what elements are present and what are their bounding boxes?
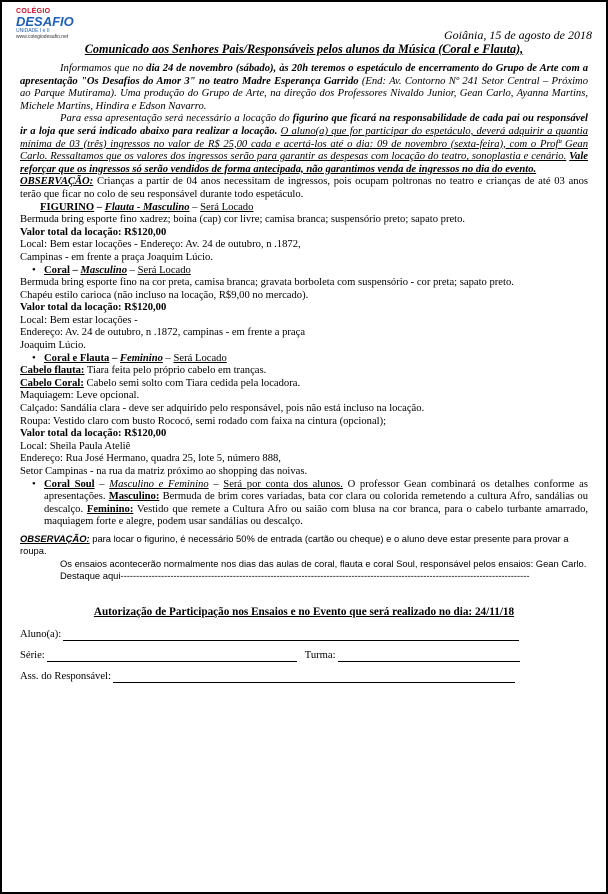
document-body (20, 42, 588, 692)
roupa: Roupa: Vestido claro com busto Rococó, semi rodado com faixa na cintura (opcional); (20, 415, 387, 427)
costume-paragraph: Para essa apresentação será necessário a locação do figurino que ficará na responsabilidade de cada pai ou responsável ir a loja que será indicado abaixo para realizar a locação. O aluno(a) que for participar do espetáculo, deverá adquirir a quantia mínima de 03 (três) ingressos no valor de R$ 25,00 cada e acertá-los até o dia: 09 de novembro (sexta-feira), com o Profª Gean Carlo. Ressaltamos que os valores dos ingressos serão para garantir as despesas com locação do teatro, sonoplastia e cenário. Vale reforçar que os ingressos só serão vendidos de forma antecipada, não garantimos venda de ingressos no dia do evento. (20, 113, 588, 175)
turma-label: Turma: (304, 649, 336, 661)
logo-main: DESAFIO (16, 14, 74, 29)
document-title: Comunicado aos Senhores Pais/Responsáveis pelos alunos da Música (Coral e Flauta), (84, 42, 524, 56)
coral-feminino-heading: • Coral e Flauta – Feminino – Será Locado (20, 353, 588, 366)
flauta-location: Local: Bem estar locações - Endereço: Av. 24 de outubro, n .1872, (20, 239, 301, 251)
cut-line: Destaque aqui----------------------------------------------------------------------------------------------------------------------------------- (60, 570, 530, 582)
coral-masculino-address: Endereço: Av. 24 de outubro, n .1872, campinas - em frente a praça (20, 327, 306, 339)
coral-masculino-description: Bermuda bring esporte fino na cor preta, camisa branca; gravata borboleta com suspensório - cor preta; sapato preto. (20, 277, 514, 289)
coral-feminino-price: Valor total da locação: R$120,00 (20, 428, 167, 440)
coral-masculino-hat: Chapéu estilo carioca (não incluso na locação, R$9,00 no mercado). (20, 289, 309, 301)
rental-observation: OBSERVAÇÃO: para locar o figurino, é necessário 50% de entrada (cartão ou cheque) e o aluno deve estar presente para provar a roupa. (20, 532, 569, 557)
maquiagem: Maquiagem: Leve opcional. (20, 390, 140, 402)
coral-feminino-setor: Setor Campinas - na rua da matriz próximo ao shopping das noivas. (20, 466, 308, 477)
flauta-price: Valor total da locação: R$120,00 (20, 226, 167, 238)
school-logo (16, 8, 74, 42)
rehearsal-note: Os ensaios acontecerão normalmente nos dias das aulas de coral, flauta e coral Soul, responsável pelos ensaios: Gean Carlo. (60, 557, 587, 569)
cabelo-coral: Cabelo Coral: Cabelo semi solto com Tiara cedida pela locadora. (20, 377, 301, 389)
authorization-title: Autorização de Participação nos Ensaios e no Evento que será realizado no dia: 24/11/18 (93, 605, 515, 618)
aluno-label: Aluno(a): (20, 628, 62, 640)
cabelo-flauta: Cabelo flauta: Tiara feita pelo próprio cabelo em tranças. (20, 365, 267, 377)
coral-feminino-location: Local: Sheila Paula Ateliê (20, 440, 131, 452)
responsavel-field[interactable] (113, 671, 515, 683)
observation-paragraph: OBSERVAÇÃO: Crianças a partir de 04 anos necessitam de ingressos, pois ocupam poltronas no teatro e crianças de até 03 anos terão que ficar no colo de seu responsável durante todo espetáculo. (20, 176, 588, 200)
responsavel-label: Ass. do Responsável: (20, 670, 111, 682)
coral-feminino-address: Endereço: Rua José Hermano, quadra 25, lote 5, número 888, (20, 453, 281, 465)
logo-site: www.colegiodesafio.net (16, 34, 69, 40)
intro-paragraph: Informamos que no dia 24 de novembro (sábado), às 20h teremos o espetáculo de encerramento do Grupo de Arte com a apresentação "Os Desafios do Amor 3" no teatro Madre Esperança Garrido (End: Av. Contorno Nº 241 Setor Central – Próximo ao Parque Mutirama). Uma produção do Grupo de Arte, na direção dos Professores Nivaldo Junior, Gean Carlo, Ayanna Martins, Michele Martins, Hindira e Edson Navarro. (20, 63, 588, 112)
calcado: Calçado: Sandália clara - deve ser adquirido pelo responsável, pois não está incluso na locação. (20, 403, 425, 415)
flauta-description: Bermuda bring esporte fino xadrez; boina (cap) cor livre; camisa branca; suspensório preto; sapato preto. (20, 214, 466, 226)
flauta-campinas: Campinas - em frente a praça Joaquim Lúcio. (20, 251, 213, 263)
coral-masculino-heading: • Coral – Masculino – Será Locado (20, 265, 588, 278)
logo-brand: COLÉGIO (16, 8, 51, 15)
coral-masculino-price: Valor total da locação: R$120,00 (20, 302, 167, 314)
coral-masculino-location: Local: Bem estar locações - (20, 314, 138, 326)
aluno-row (20, 629, 588, 641)
aluno-field[interactable] (63, 629, 519, 641)
figurino-heading: FIGURINO – Flauta - Masculino – Será Locado (40, 201, 254, 213)
responsavel-row (20, 671, 588, 683)
serie-label: Série: (20, 649, 45, 661)
turma-field[interactable] (338, 650, 520, 662)
document-date: Goiânia, 15 de agosto de 2018 (444, 28, 592, 42)
coral-soul-paragraph: • Coral Soul – Masculino e Feminino – Será por conta dos alunos. O professor Gean combinará os detalhes conforme as apresentações. Masculino: Bermuda de brim cores variadas, bata cor clara ou colorida remetendo a cultura Afro, sandálias ou descalço. Feminino: Vestido que remete a Cultura Afro ou saião com blusa na cor branca, para o cabelo turbante amarrado, maquiagem forte e alegre, podem usar sandálias ou descalço. (20, 479, 588, 529)
coral-masculino-address-2: Joaquim Lúcio. (20, 340, 86, 352)
logo-sub: UNIDADE I e II (16, 28, 50, 34)
serie-turma-row (20, 650, 588, 662)
serie-field[interactable] (47, 650, 297, 662)
